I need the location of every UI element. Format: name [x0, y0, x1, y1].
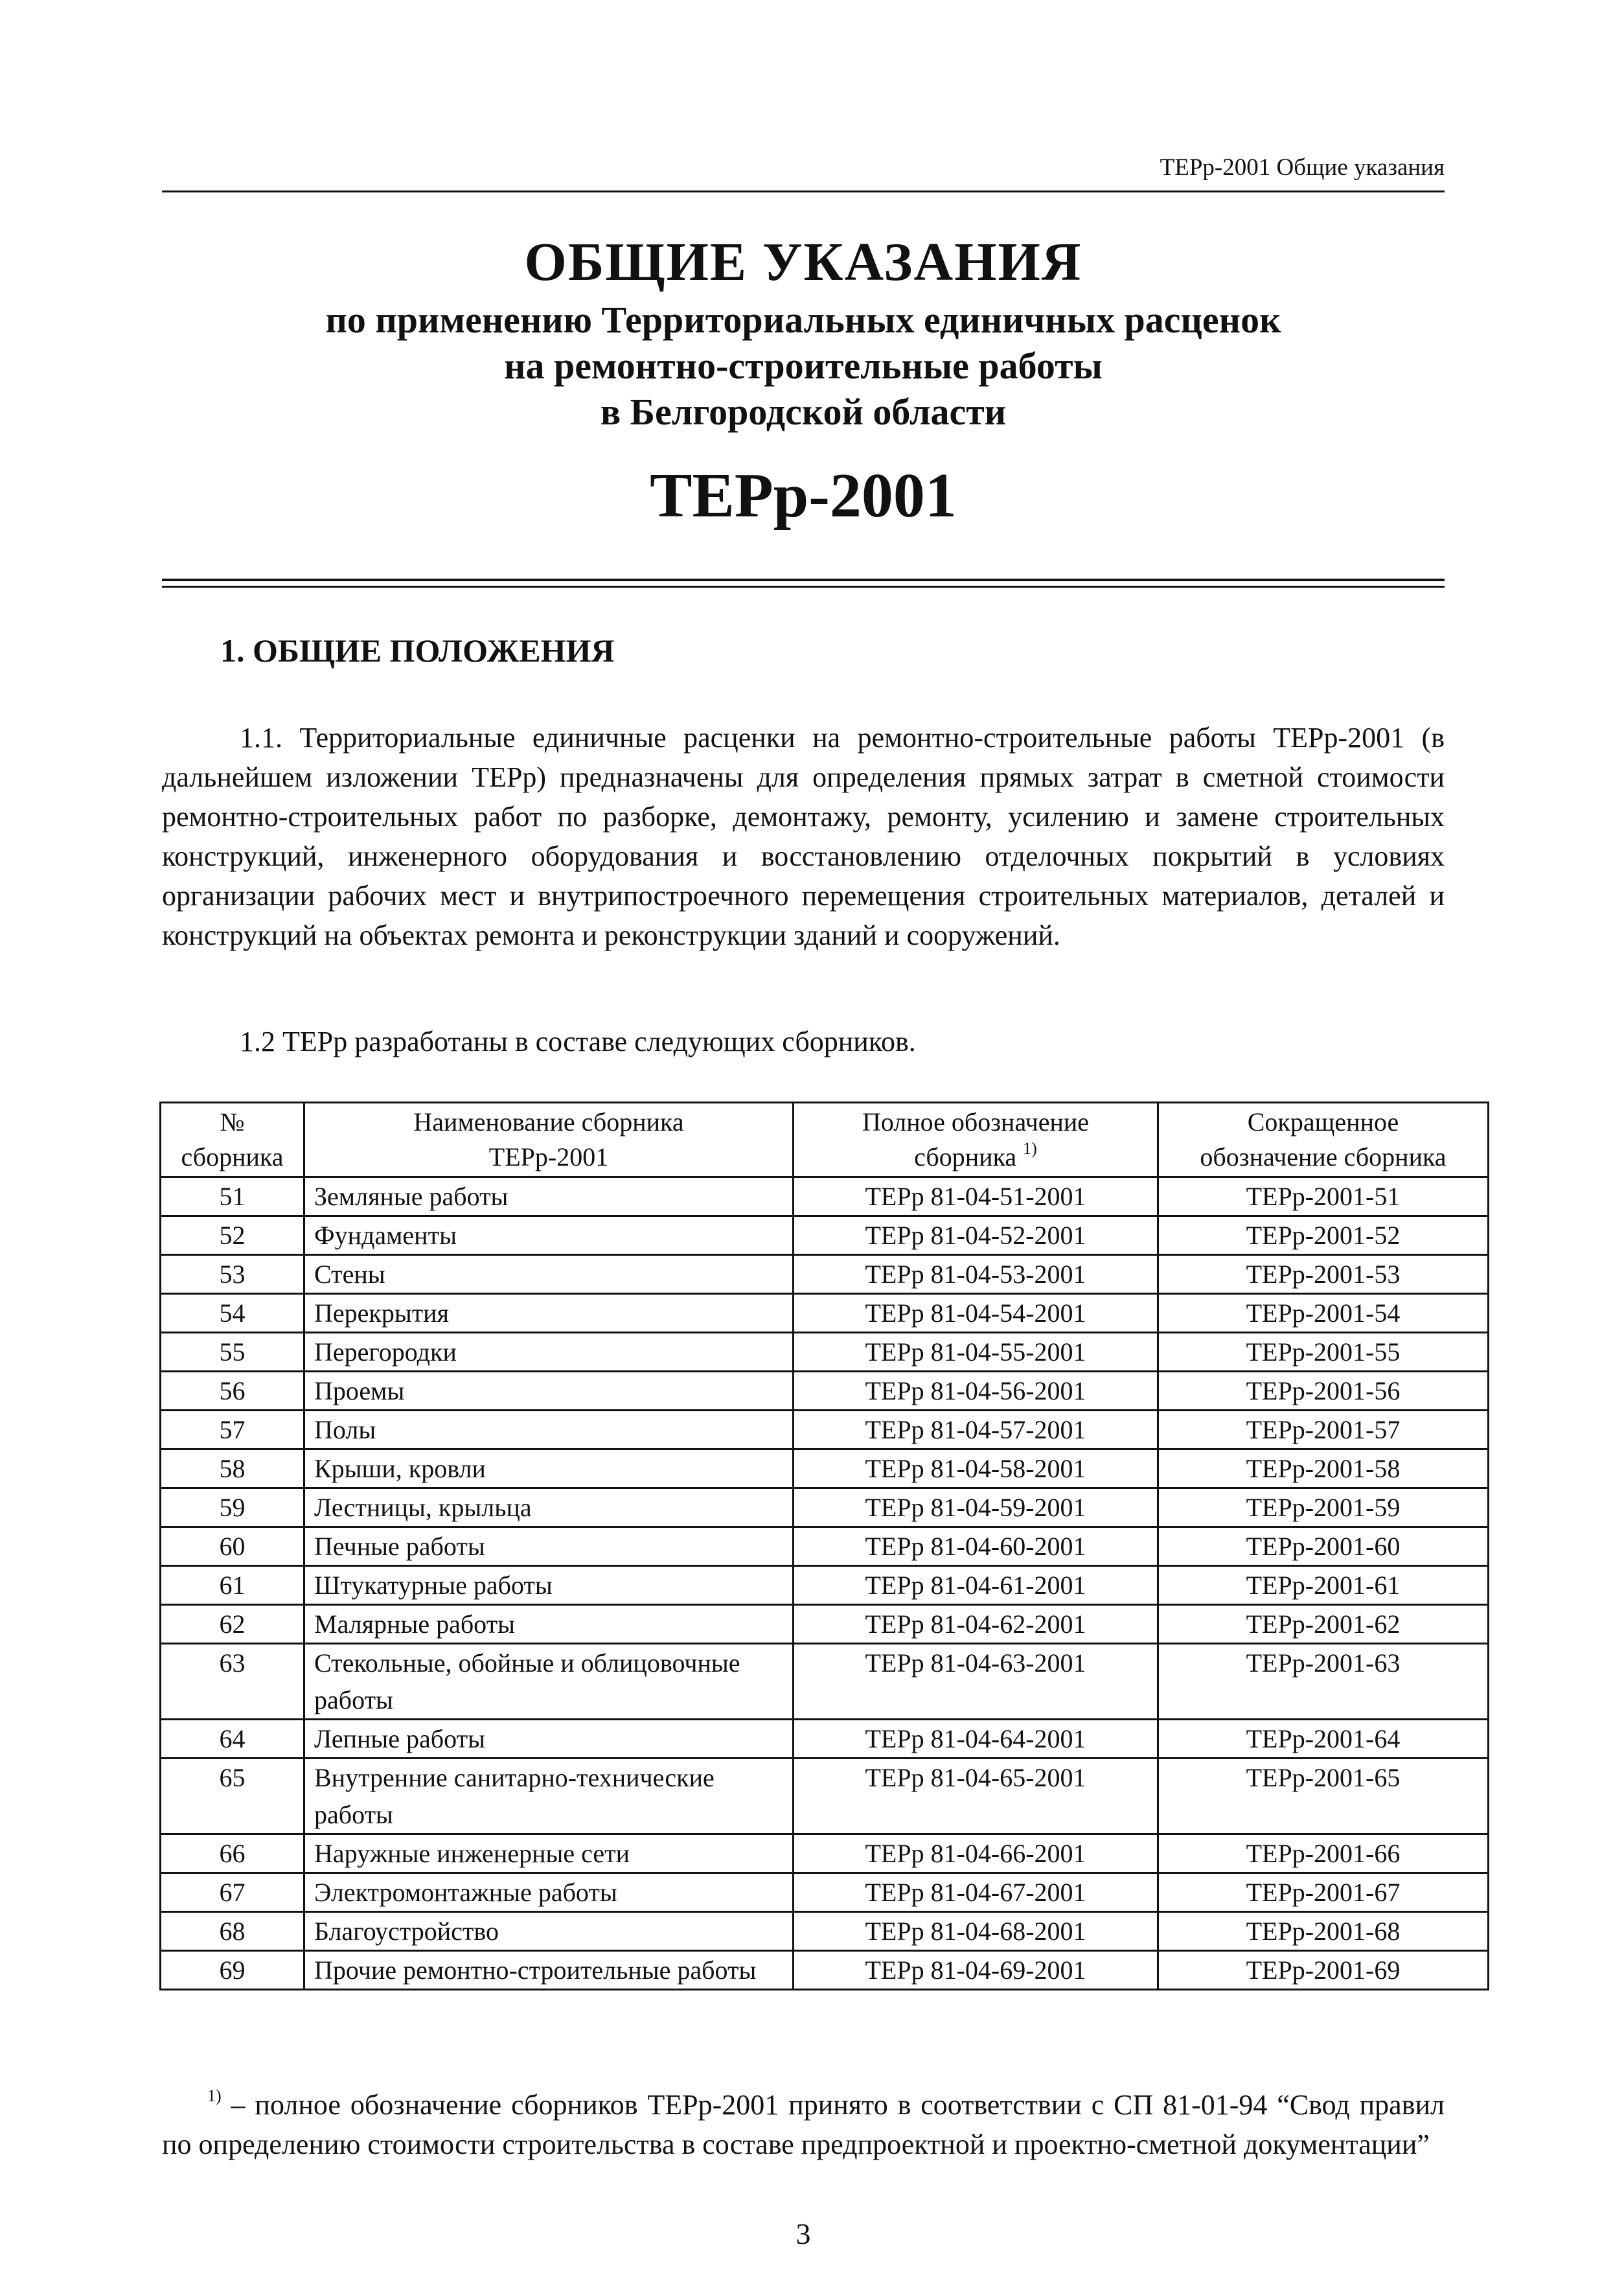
row-name: Полы — [304, 1411, 794, 1449]
header-short-code — [1158, 1103, 1489, 1177]
row-full-code: ТЕРр 81-04-55-2001 — [794, 1333, 1158, 1372]
row-name: Печные работы — [304, 1527, 794, 1566]
footnote-text: – полное обозначение сборников ТЕРр-2001 принято в соответствии с СП 81-01-94 “Свод правил по определению стоимости строительства в составе предпроектной и проектно-сметной документации” — [162, 2089, 1445, 2160]
row-short-code: ТЕРр-2001-55 — [1158, 1333, 1489, 1372]
row-short-code: ТЕРр-2001-59 — [1158, 1488, 1489, 1527]
row-short-code: ТЕРр-2001-61 — [1158, 1566, 1489, 1605]
row-number: 63 — [161, 1644, 304, 1720]
row-number: 67 — [161, 1873, 304, 1912]
row-name: Перекрытия — [304, 1294, 794, 1333]
row-name: Перегородки — [304, 1333, 794, 1372]
row-name: Земляные работы — [304, 1177, 794, 1216]
row-number: 61 — [161, 1566, 304, 1605]
row-short-code: ТЕРр-2001-52 — [1158, 1216, 1489, 1255]
table-row — [161, 1644, 1489, 1720]
header-name — [304, 1103, 794, 1177]
table-row — [161, 1873, 1489, 1912]
row-short-code: ТЕРр-2001-65 — [1158, 1759, 1489, 1834]
row-short-code: ТЕРр-2001-51 — [1158, 1177, 1489, 1216]
row-short-code: ТЕРр-2001-69 — [1158, 1951, 1489, 1990]
row-short-code: ТЕРр-2001-68 — [1158, 1912, 1489, 1951]
table-row — [161, 1488, 1489, 1527]
header-rule — [162, 190, 1445, 192]
table-row — [161, 1333, 1489, 1372]
row-name: Внутренние санитарно-технические работы — [304, 1759, 794, 1834]
header-short-code-line-2: обозначение сборника — [1200, 1142, 1447, 1171]
table-row — [161, 1177, 1489, 1216]
table-body — [161, 1177, 1489, 1990]
row-full-code: ТЕРр 81-04-69-2001 — [794, 1951, 1158, 1990]
table-row — [161, 1527, 1489, 1566]
row-short-code: ТЕРр-2001-63 — [1158, 1644, 1489, 1720]
header-number — [161, 1103, 304, 1177]
row-full-code: ТЕРр 81-04-51-2001 — [794, 1177, 1158, 1216]
table-row — [161, 1294, 1489, 1333]
title-block — [162, 228, 1445, 535]
row-full-code: ТЕРр 81-04-63-2001 — [794, 1644, 1158, 1720]
row-number: 68 — [161, 1912, 304, 1951]
row-name: Фундаменты — [304, 1216, 794, 1255]
header-full-code-text: сборника — [914, 1142, 1017, 1171]
row-name: Благоустройство — [304, 1912, 794, 1951]
table-row — [161, 1951, 1489, 1990]
row-number: 62 — [161, 1605, 304, 1644]
header-full-code — [794, 1103, 1158, 1177]
title-subline-1: по применению Территориальных единичных расценок — [325, 299, 1281, 341]
table-row — [161, 1720, 1489, 1759]
row-number: 55 — [161, 1333, 304, 1372]
row-full-code: ТЕРр 81-04-56-2001 — [794, 1372, 1158, 1411]
table-row — [161, 1216, 1489, 1255]
row-number: 52 — [161, 1216, 304, 1255]
row-short-code: ТЕРр-2001-58 — [1158, 1449, 1489, 1488]
row-full-code: ТЕРр 81-04-54-2001 — [794, 1294, 1158, 1333]
document-code: ТЕРр-2001 — [650, 461, 957, 531]
row-full-code: ТЕРр 81-04-60-2001 — [794, 1527, 1158, 1566]
table-row — [161, 1605, 1489, 1644]
footnote — [162, 2085, 1445, 2164]
row-full-code: ТЕРр 81-04-62-2001 — [794, 1605, 1158, 1644]
row-name: Наружные инженерные сети — [304, 1834, 794, 1873]
row-number: 57 — [161, 1411, 304, 1449]
row-short-code: ТЕРр-2001-56 — [1158, 1372, 1489, 1411]
table-row — [161, 1449, 1489, 1488]
row-short-code: ТЕРр-2001-67 — [1158, 1873, 1489, 1912]
row-number: 59 — [161, 1488, 304, 1527]
row-number: 66 — [161, 1834, 304, 1873]
header-full-code-line-2 — [803, 1140, 1148, 1175]
row-name: Стены — [304, 1255, 794, 1294]
row-name: Малярные работы — [304, 1605, 794, 1644]
collections-table-wrapper — [159, 1102, 1487, 1990]
row-short-code: ТЕРр-2001-62 — [1158, 1605, 1489, 1644]
row-short-code: ТЕРр-2001-64 — [1158, 1720, 1489, 1759]
header-name-line-1: Наименование сборника — [413, 1107, 684, 1136]
paragraph-1-2: 1.2 ТЕРр разработаны в составе следующих сборников. — [240, 1026, 916, 1057]
row-name: Лепные работы — [304, 1720, 794, 1759]
row-full-code: ТЕРр 81-04-67-2001 — [794, 1873, 1158, 1912]
row-full-code: ТЕРр 81-04-61-2001 — [794, 1566, 1158, 1605]
header-short-code-line-1: Сокращенное — [1247, 1107, 1399, 1136]
running-header: ТЕРр-2001 Общие указания — [1160, 154, 1445, 181]
row-full-code: ТЕРр 81-04-52-2001 — [794, 1216, 1158, 1255]
row-number: 54 — [161, 1294, 304, 1333]
table-header-row — [161, 1103, 1489, 1177]
row-name: Проемы — [304, 1372, 794, 1411]
row-name: Лестницы, крыльца — [304, 1488, 794, 1527]
table-row — [161, 1566, 1489, 1605]
title-subline-3: в Белгородской области — [600, 391, 1007, 433]
table-row — [161, 1912, 1489, 1951]
header-full-code-line-1: Полное обозначение — [862, 1107, 1090, 1136]
row-name: Штукатурные работы — [304, 1566, 794, 1605]
row-full-code: ТЕРр 81-04-59-2001 — [794, 1488, 1158, 1527]
title-divider — [162, 579, 1445, 588]
section-heading: 1. ОБЩИЕ ПОЛОЖЕНИЯ — [220, 632, 615, 669]
row-number: 65 — [161, 1759, 304, 1834]
table-row — [161, 1372, 1489, 1411]
row-short-code: ТЕРр-2001-54 — [1158, 1294, 1489, 1333]
row-number: 60 — [161, 1527, 304, 1566]
page-number: 3 — [795, 2217, 811, 2250]
collections-table — [159, 1102, 1489, 1990]
header-number-line-2: сборника — [181, 1142, 284, 1171]
document-title: ОБЩИЕ УКАЗАНИЯ — [524, 232, 1082, 292]
row-number: 56 — [161, 1372, 304, 1411]
row-full-code: ТЕРр 81-04-64-2001 — [794, 1720, 1158, 1759]
row-number: 53 — [161, 1255, 304, 1294]
header-number-line-1: № — [220, 1107, 245, 1136]
table-row — [161, 1834, 1489, 1873]
title-subline-2: на ремонтно-строительные работы — [504, 345, 1103, 387]
footnote-marker: 1) — [207, 2086, 222, 2106]
row-number: 64 — [161, 1720, 304, 1759]
row-full-code: ТЕРр 81-04-68-2001 — [794, 1912, 1158, 1951]
row-name: Электромонтажные работы — [304, 1873, 794, 1912]
row-full-code: ТЕРр 81-04-58-2001 — [794, 1449, 1158, 1488]
row-short-code: ТЕРр-2001-66 — [1158, 1834, 1489, 1873]
row-name: Крыши, кровли — [304, 1449, 794, 1488]
row-name: Стекольные, обойные и облицовочные работы — [304, 1644, 794, 1720]
row-short-code: ТЕРр-2001-53 — [1158, 1255, 1489, 1294]
table-row — [161, 1255, 1489, 1294]
row-full-code: ТЕРр 81-04-66-2001 — [794, 1834, 1158, 1873]
table-row — [161, 1411, 1489, 1449]
table-row — [161, 1759, 1489, 1834]
header-footnote-marker: 1) — [1023, 1138, 1037, 1158]
row-full-code: ТЕРр 81-04-53-2001 — [794, 1255, 1158, 1294]
row-number: 51 — [161, 1177, 304, 1216]
row-number: 58 — [161, 1449, 304, 1488]
row-short-code: ТЕРр-2001-60 — [1158, 1527, 1489, 1566]
row-full-code: ТЕРр 81-04-57-2001 — [794, 1411, 1158, 1449]
row-number: 69 — [161, 1951, 304, 1990]
row-short-code: ТЕРр-2001-57 — [1158, 1411, 1489, 1449]
row-name: Прочие ремонтно-строительные работы — [304, 1951, 794, 1990]
header-name-line-2: ТЕРр-2001 — [488, 1142, 609, 1171]
paragraph-1-1: 1.1. Территориальные единичные расценки на ремонтно-строительные работы ТЕРр-2001 (в дальнейшем изложении ТЕРр) предназначены для определения прямых затрат в сметной стоимости ремонтно-строительных работ по разборке, демонтажу, ремонту, усилению и замене строительных конструкций, инженерного оборудования и восстановлению отделочных покрытий в условиях организации рабочих мест и внутрипостроечного перемещения строительных материалов, деталей и конструкций на объектах ремонта и реконструкции зданий и сооружений. — [162, 722, 1445, 951]
row-full-code: ТЕРр 81-04-65-2001 — [794, 1759, 1158, 1834]
